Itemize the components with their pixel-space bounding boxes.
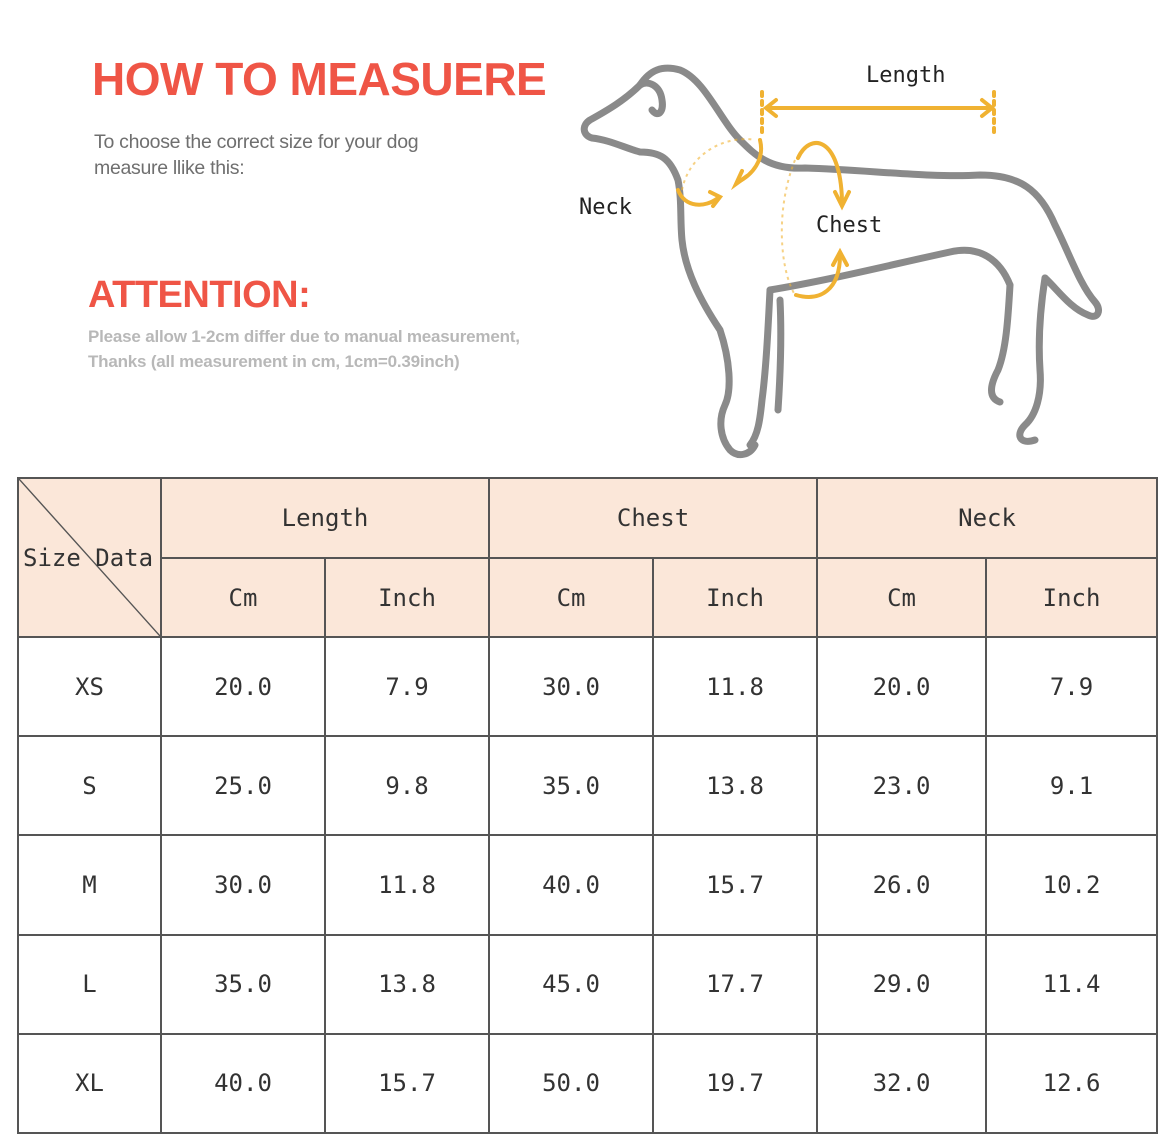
unit-header: Cm	[489, 558, 653, 637]
group-header-length: Length	[161, 478, 489, 558]
value-cell: 35.0	[161, 935, 325, 1034]
value-cell: 20.0	[161, 637, 325, 736]
chest-label: Chest	[816, 213, 883, 238]
size-cell: L	[18, 935, 161, 1034]
size-cell: XS	[18, 637, 161, 736]
value-cell: 7.9	[986, 637, 1157, 736]
unit-header-row	[18, 558, 1157, 637]
value-cell: 23.0	[817, 736, 986, 835]
size-cell: XL	[18, 1034, 161, 1133]
value-cell: 35.0	[489, 736, 653, 835]
dog-measurement-diagram	[570, 40, 1130, 470]
group-header-neck: Neck	[817, 478, 1157, 558]
intro-line-2: measure llike this:	[94, 157, 245, 179]
unit-header: Cm	[161, 558, 325, 637]
intro-line-1: To choose the correct size for your dog	[94, 131, 419, 153]
attention-heading: ATTENTION:	[88, 274, 311, 316]
intro-text	[94, 129, 418, 181]
neck-label: Neck	[579, 195, 632, 220]
neck-arrow-upper-head	[736, 171, 747, 184]
unit-header: Cm	[817, 558, 986, 637]
page-title: HOW TO MEASUERE	[92, 53, 547, 105]
corner-label: Size Data	[23, 543, 154, 572]
value-cell: 40.0	[161, 1034, 325, 1133]
group-header-row	[18, 478, 1157, 558]
attention-note	[88, 324, 520, 374]
table-row	[18, 835, 1157, 934]
value-cell: 11.8	[325, 835, 489, 934]
value-cell: 9.1	[986, 736, 1157, 835]
value-cell: 26.0	[817, 835, 986, 934]
value-cell: 7.9	[325, 637, 489, 736]
note-line-1: Please allow 1-2cm differ due to manual measurement,	[88, 327, 520, 346]
size-cell: S	[18, 736, 161, 835]
group-header-chest: Chest	[489, 478, 817, 558]
value-cell: 15.7	[325, 1034, 489, 1133]
unit-header: Inch	[325, 558, 489, 637]
unit-header: Inch	[986, 558, 1157, 637]
table-row	[18, 1034, 1157, 1133]
size-chart-table	[17, 477, 1158, 1134]
value-cell: 17.7	[653, 935, 817, 1034]
value-cell: 25.0	[161, 736, 325, 835]
value-cell: 20.0	[817, 637, 986, 736]
value-cell: 13.8	[325, 935, 489, 1034]
table-row	[18, 935, 1157, 1034]
table-row	[18, 736, 1157, 835]
value-cell: 11.4	[986, 935, 1157, 1034]
note-line-2: Thanks (all measurement in cm, 1cm=0.39inch)	[88, 352, 460, 371]
value-cell: 11.8	[653, 637, 817, 736]
value-cell: 29.0	[817, 935, 986, 1034]
value-cell: 10.2	[986, 835, 1157, 934]
value-cell: 30.0	[161, 835, 325, 934]
value-cell: 32.0	[817, 1034, 986, 1133]
value-cell: 12.6	[986, 1034, 1157, 1133]
value-cell: 45.0	[489, 935, 653, 1034]
value-cell: 15.7	[653, 835, 817, 934]
table-row	[18, 637, 1157, 736]
value-cell: 19.7	[653, 1034, 817, 1133]
value-cell: 13.8	[653, 736, 817, 835]
value-cell: 40.0	[489, 835, 653, 934]
value-cell: 9.8	[325, 736, 489, 835]
unit-header: Inch	[653, 558, 817, 637]
size-data-corner	[18, 478, 161, 637]
length-label: Length	[866, 63, 946, 88]
value-cell: 50.0	[489, 1034, 653, 1133]
value-cell: 30.0	[489, 637, 653, 736]
size-cell: M	[18, 835, 161, 934]
